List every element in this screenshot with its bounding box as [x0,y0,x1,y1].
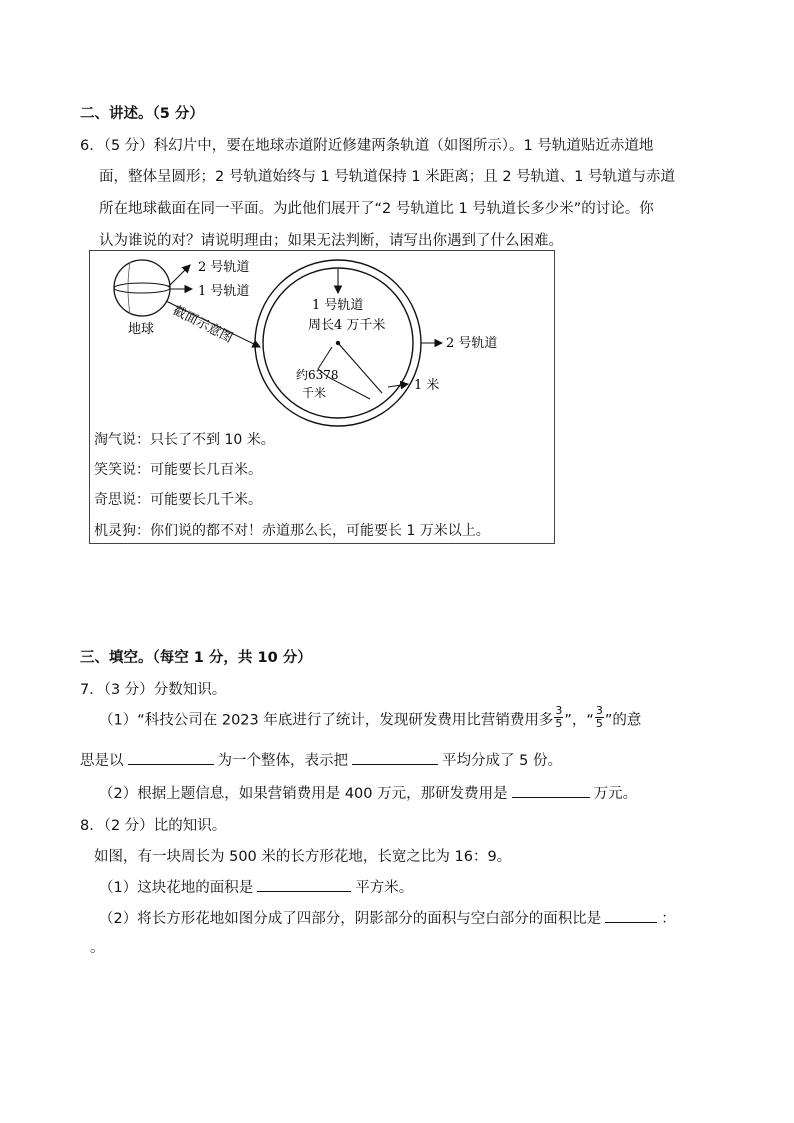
opinion-xiaoxiao: 笑笑说：可能要长几百米。 [94,462,262,478]
answer-blank-area[interactable] [257,890,351,892]
q7-part1-text-c: ”的意 [604,712,642,729]
label-track1-top: 1 号轨道 [198,284,250,299]
q8-intro: 如图，有一块周长为 500 米的长方形花地，长宽之比为 16：9。 [94,849,512,865]
answer-blank-ratio-shaded[interactable] [605,921,657,923]
q8-part1-line: （1）这块花地的面积是 平方米。 [99,880,414,896]
label-radius-1: 约6378 [296,368,339,382]
q7-part2-line: （2）根据上题信息，如果营销费用是 400 万元，那研发费用是 万元。 [99,786,638,802]
q6-line-3: 所在地球截面在同一平面。为此他们展开了“2 号轨道比 1 号轨道长多少米”的讨论。你 [99,201,654,217]
answer-blank-whole[interactable] [128,763,214,765]
q7-title: 7．（3 分）分数知识。 [80,682,227,698]
label-earth: 地球 [128,322,155,337]
fraction-three-fifths: $\frac{3}{5}$ [555,704,563,730]
label-radius-2: 千米 [302,386,327,400]
globe-icon [114,260,170,316]
label-track2-top: 2 号轨道 [198,260,250,275]
section-2-heading: 二、讲述。（5 分） [80,106,204,122]
answer-blank-rd-cost[interactable] [512,796,590,798]
label-track1: 1 号轨道 [312,298,364,313]
opinion-jilinggou: 机灵狗：你们说的都不对！赤道那么长，可能要长 1 万米以上。 [94,523,490,539]
opinion-taoqi: 淘气说：只长了不到 10 米。 [94,432,275,448]
q8-title: 8．（2 分）比的知识。 [80,818,227,834]
label-track2-right: 2 号轨道 [446,336,498,351]
q6-line-2: 面，整体呈圆形；2 号轨道始终与 1 号轨道保持 1 米距离；且 2 号轨道、1 号轨道与赤道 [99,169,675,185]
q6-line-1: 6．（5 分）科幻片中，要在地球赤道附近修建两条轨道（如图所示）。1 号轨道贴近赤道地 [80,138,654,154]
q8-part2-end: 。 [90,940,105,956]
label-perimeter: 周长4 万千米 [308,318,386,333]
q7-part1-line [99,704,642,733]
opinion-qisi: 奇思说：可能要长几千米。 [94,492,262,508]
q8-part2-line: （2）将长方形花地如图分成了四部分，阴影部分的面积与空白部分的面积比是 ： [99,911,676,927]
q7-part1-text-a: （1）“科技公司在 2023 年底进行了统计，发现研发费用比营销费用多 [99,712,554,729]
label-one-meter: 1 米 [414,378,440,393]
section-3-heading: 三、填空。（每空 1 分，共 10 分） [80,650,312,666]
fraction-three-fifths-quoted: $\frac{3}{5}$ [595,704,603,730]
q6-line-4: 认为谁说的对？请说明理由；如果无法判断，请写出你遇到了什么困难。 [99,233,563,249]
q7-part1-line-2: 思是以 为一个整体，表示把 平均分成了 5 份。 [80,753,562,769]
answer-blank-divided[interactable] [352,763,438,765]
q7-part1-text-b: ”，“ [564,712,594,729]
label-section: 截面示意图 [170,303,235,347]
